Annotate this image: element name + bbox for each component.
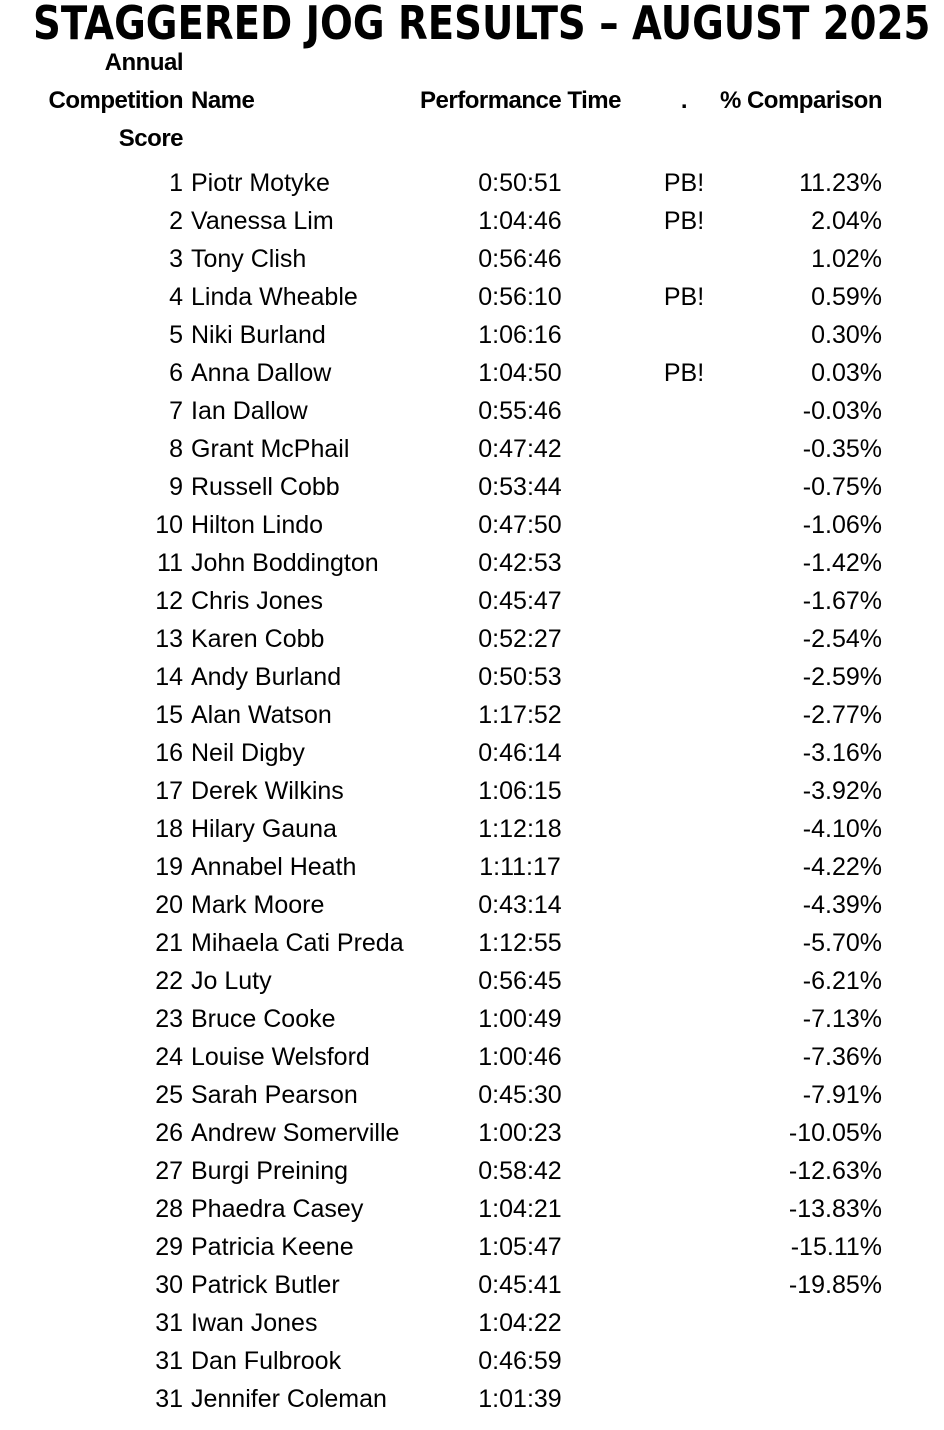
table-row bbox=[0, 1038, 944, 1076]
annual-competition-score: 19 bbox=[155, 853, 183, 881]
annual-competition-score: 14 bbox=[155, 663, 183, 691]
pb-flag: PB! bbox=[663, 283, 705, 311]
runner-name: Hilary Gauna bbox=[191, 815, 337, 843]
performance-time: 1:04:46 bbox=[478, 207, 562, 235]
table-row bbox=[0, 848, 944, 886]
runner-name: Hilton Lindo bbox=[191, 511, 324, 539]
performance-time: 0:50:53 bbox=[478, 663, 562, 691]
runner-name: Vanessa Lim bbox=[191, 207, 334, 235]
runner-name: Alan Watson bbox=[191, 701, 332, 729]
annual-competition-score: 30 bbox=[155, 1271, 183, 1299]
annual-competition-score: 29 bbox=[155, 1233, 183, 1261]
runner-name: Burgi Preining bbox=[191, 1157, 349, 1185]
performance-time: 1:17:52 bbox=[478, 701, 562, 729]
annual-competition-score: 20 bbox=[155, 891, 183, 919]
performance-time: 0:56:10 bbox=[478, 283, 562, 311]
runner-name: Jennifer Coleman bbox=[191, 1385, 387, 1413]
percent-comparison: -7.91% bbox=[802, 1081, 882, 1109]
runner-name: Niki Burland bbox=[191, 321, 326, 349]
annual-competition-score: 23 bbox=[155, 1005, 183, 1033]
performance-time: 0:56:45 bbox=[478, 967, 562, 995]
percent-comparison: -15.11% bbox=[790, 1233, 882, 1261]
performance-time: 0:56:46 bbox=[478, 245, 562, 273]
table-row bbox=[0, 1342, 944, 1380]
annual-competition-score: 31 bbox=[155, 1385, 183, 1413]
runner-name: Tony Clish bbox=[191, 245, 307, 273]
page-title: STAGGERED JOG RESULTS – AUGUST 2025 bbox=[33, 0, 931, 50]
performance-time: 1:04:50 bbox=[478, 359, 562, 387]
column-header-name: Name bbox=[191, 87, 255, 114]
annual-competition-score: 7 bbox=[169, 397, 183, 425]
pb-flag: PB! bbox=[663, 207, 705, 235]
percent-comparison: -13.83% bbox=[788, 1195, 882, 1223]
runner-name: Karen Cobb bbox=[191, 625, 325, 653]
runner-name: John Boddington bbox=[191, 549, 379, 577]
performance-time: 1:05:47 bbox=[478, 1233, 562, 1261]
annual-competition-score: 12 bbox=[155, 587, 183, 615]
runner-name: Phaedra Casey bbox=[191, 1195, 364, 1223]
performance-time: 0:47:42 bbox=[478, 435, 562, 463]
performance-time: 0:45:41 bbox=[478, 1271, 562, 1299]
percent-comparison: -19.85% bbox=[788, 1271, 882, 1299]
percent-comparison: -0.75% bbox=[802, 473, 882, 501]
performance-time: 1:00:23 bbox=[478, 1119, 562, 1147]
table-row bbox=[0, 202, 944, 240]
percent-comparison: -3.16% bbox=[802, 739, 882, 767]
percent-comparison: 11.23% bbox=[799, 169, 882, 197]
percent-comparison: -2.77% bbox=[802, 701, 882, 729]
table-row bbox=[0, 658, 944, 696]
performance-time: 0:45:30 bbox=[478, 1081, 562, 1109]
percent-comparison: 2.04% bbox=[811, 207, 882, 235]
annual-competition-score: 24 bbox=[155, 1043, 183, 1071]
table-row bbox=[0, 544, 944, 582]
annual-competition-score: 6 bbox=[169, 359, 183, 387]
annual-competition-score: 22 bbox=[155, 967, 183, 995]
performance-time: 1:06:16 bbox=[478, 321, 562, 349]
table-row bbox=[0, 924, 944, 962]
performance-time: 0:42:53 bbox=[478, 549, 562, 577]
runner-name: Anna Dallow bbox=[191, 359, 332, 387]
annual-competition-score: 13 bbox=[155, 625, 183, 653]
percent-comparison: -2.59% bbox=[802, 663, 882, 691]
table-row bbox=[0, 696, 944, 734]
column-header-line: Score bbox=[118, 125, 183, 152]
table-row bbox=[0, 1190, 944, 1228]
performance-time: 0:52:27 bbox=[478, 625, 562, 653]
runner-name: Jo Luty bbox=[191, 967, 272, 995]
runner-name: Sarah Pearson bbox=[191, 1081, 358, 1109]
runner-name: Neil Digby bbox=[191, 739, 305, 767]
percent-comparison: -12.63% bbox=[788, 1157, 882, 1185]
performance-time: 0:58:42 bbox=[478, 1157, 562, 1185]
column-header-performance-time: Performance Time bbox=[420, 87, 621, 114]
runner-name: Bruce Cooke bbox=[191, 1005, 336, 1033]
percent-comparison: -7.13% bbox=[802, 1005, 882, 1033]
table-row bbox=[0, 886, 944, 924]
annual-competition-score: 31 bbox=[155, 1347, 183, 1375]
performance-time: 0:53:44 bbox=[478, 473, 562, 501]
table-row bbox=[0, 962, 944, 1000]
runner-name: Mihaela Cati Preda bbox=[191, 929, 404, 957]
performance-time: 1:11:17 bbox=[479, 853, 561, 881]
performance-time: 0:45:47 bbox=[478, 587, 562, 615]
table-row bbox=[0, 1228, 944, 1266]
percent-comparison: -0.35% bbox=[802, 435, 882, 463]
annual-competition-score: 28 bbox=[155, 1195, 183, 1223]
annual-competition-score: 8 bbox=[169, 435, 183, 463]
performance-time: 1:04:22 bbox=[478, 1309, 562, 1337]
table-row bbox=[0, 506, 944, 544]
table-row bbox=[0, 1266, 944, 1304]
annual-competition-score: 5 bbox=[169, 321, 183, 349]
percent-comparison: -4.22% bbox=[802, 853, 882, 881]
table-row bbox=[0, 164, 944, 202]
runner-name: Derek Wilkins bbox=[191, 777, 344, 805]
performance-time: 0:50:51 bbox=[478, 169, 562, 197]
annual-competition-score: 15 bbox=[155, 701, 183, 729]
performance-time: 0:47:50 bbox=[478, 511, 562, 539]
table-row bbox=[0, 1000, 944, 1038]
percent-comparison: 1.02% bbox=[811, 245, 882, 273]
column-header-line: Annual bbox=[104, 49, 183, 76]
runner-name: Mark Moore bbox=[191, 891, 325, 919]
performance-time: 1:12:18 bbox=[478, 815, 562, 843]
performance-time: 1:06:15 bbox=[478, 777, 562, 805]
percent-comparison: 0.03% bbox=[811, 359, 882, 387]
runner-name: Dan Fulbrook bbox=[191, 1347, 342, 1375]
runner-name: Chris Jones bbox=[191, 587, 323, 615]
table-row bbox=[0, 354, 944, 392]
table-row bbox=[0, 772, 944, 810]
runner-name: Louise Welsford bbox=[191, 1043, 370, 1071]
column-header-line: Competition bbox=[48, 87, 183, 114]
table-header bbox=[0, 44, 944, 158]
performance-time: 0:46:14 bbox=[478, 739, 562, 767]
annual-competition-score: 21 bbox=[155, 929, 183, 957]
annual-competition-score: 27 bbox=[155, 1157, 183, 1185]
annual-competition-score: 9 bbox=[169, 473, 183, 501]
percent-comparison: -3.92% bbox=[802, 777, 882, 805]
performance-time: 1:12:55 bbox=[478, 929, 562, 957]
runner-name: Patricia Keene bbox=[191, 1233, 354, 1261]
annual-competition-score: 3 bbox=[169, 245, 183, 273]
runner-name: Annabel Heath bbox=[191, 853, 357, 881]
annual-competition-score: 11 bbox=[157, 549, 183, 577]
percent-comparison: -4.39% bbox=[802, 891, 882, 919]
performance-time: 1:00:46 bbox=[478, 1043, 562, 1071]
performance-time: 0:43:14 bbox=[478, 891, 562, 919]
performance-time: 1:00:49 bbox=[478, 1005, 562, 1033]
runner-name: Patrick Butler bbox=[191, 1271, 340, 1299]
annual-competition-score: 18 bbox=[155, 815, 183, 843]
runner-name: Linda Wheable bbox=[191, 283, 358, 311]
annual-competition-score: 25 bbox=[155, 1081, 183, 1109]
table-row bbox=[0, 734, 944, 772]
runner-name: Ian Dallow bbox=[191, 397, 308, 425]
performance-time: 1:04:21 bbox=[478, 1195, 562, 1223]
percent-comparison: -4.10% bbox=[802, 815, 882, 843]
table-row bbox=[0, 392, 944, 430]
runner-name: Grant McPhail bbox=[191, 435, 350, 463]
percent-comparison: -5.70% bbox=[802, 929, 882, 957]
pb-flag: PB! bbox=[663, 169, 705, 197]
runner-name: Piotr Motyke bbox=[191, 169, 330, 197]
column-header-percent-comparison: % Comparison bbox=[719, 87, 882, 114]
runner-name: Iwan Jones bbox=[191, 1309, 318, 1337]
percent-comparison: -1.42% bbox=[802, 549, 882, 577]
table-row bbox=[0, 1304, 944, 1342]
percent-comparison: -10.05% bbox=[788, 1119, 882, 1147]
table-row bbox=[0, 582, 944, 620]
annual-competition-score: 16 bbox=[155, 739, 183, 767]
performance-time: 0:46:59 bbox=[478, 1347, 562, 1375]
runner-name: Andy Burland bbox=[191, 663, 342, 691]
runner-name: Andrew Somerville bbox=[191, 1119, 400, 1147]
table-row bbox=[0, 1380, 944, 1418]
table-row bbox=[0, 1152, 944, 1190]
annual-competition-score: 10 bbox=[155, 511, 183, 539]
percent-comparison: -7.36% bbox=[802, 1043, 882, 1071]
column-header-pb: . bbox=[680, 87, 688, 114]
annual-competition-score: 31 bbox=[155, 1309, 183, 1337]
annual-competition-score: 2 bbox=[169, 207, 183, 235]
performance-time: 1:01:39 bbox=[478, 1385, 562, 1413]
table-row bbox=[0, 468, 944, 506]
annual-competition-score: 4 bbox=[169, 283, 183, 311]
percent-comparison: -1.06% bbox=[802, 511, 882, 539]
percent-comparison: 0.30% bbox=[811, 321, 882, 349]
table-row bbox=[0, 620, 944, 658]
pb-flag: PB! bbox=[663, 359, 705, 387]
table-body bbox=[0, 164, 944, 1418]
table-row bbox=[0, 1076, 944, 1114]
runner-name: Russell Cobb bbox=[191, 473, 340, 501]
percent-comparison: 0.59% bbox=[811, 283, 882, 311]
annual-competition-score: 17 bbox=[155, 777, 183, 805]
performance-time: 0:55:46 bbox=[478, 397, 562, 425]
table-row bbox=[0, 430, 944, 468]
annual-competition-score: 1 bbox=[169, 169, 183, 197]
percent-comparison: -6.21% bbox=[802, 967, 882, 995]
table-row bbox=[0, 316, 944, 354]
annual-competition-score: 26 bbox=[155, 1119, 183, 1147]
percent-comparison: -2.54% bbox=[802, 625, 882, 653]
table-row bbox=[0, 810, 944, 848]
percent-comparison: -1.67% bbox=[802, 587, 882, 615]
table-row bbox=[0, 278, 944, 316]
table-row bbox=[0, 240, 944, 278]
percent-comparison: -0.03% bbox=[802, 397, 882, 425]
column-header-annual-competition-score bbox=[0, 44, 183, 158]
table-row bbox=[0, 1114, 944, 1152]
